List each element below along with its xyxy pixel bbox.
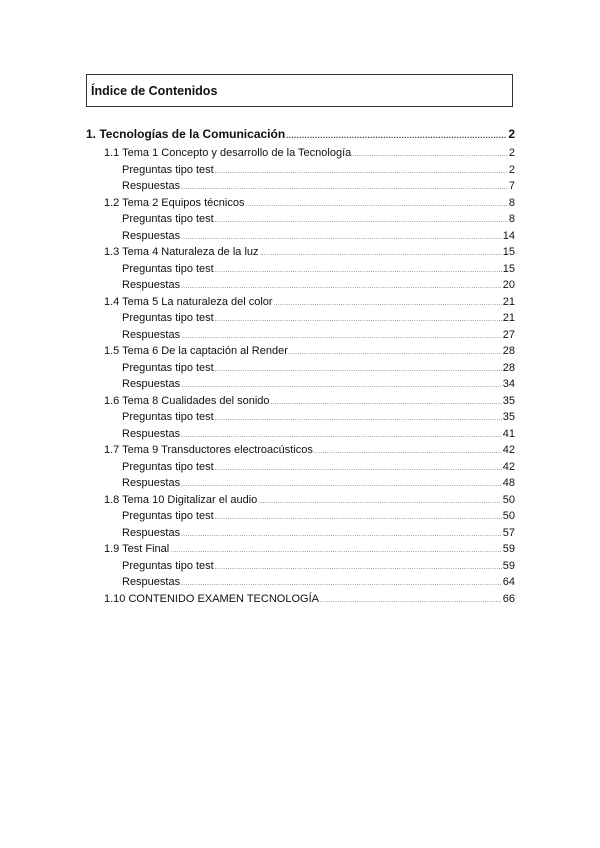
toc-entry-page-number: 35 [502, 411, 515, 423]
dot-leader [181, 334, 502, 340]
toc-title-box [86, 74, 513, 107]
toc-section-entry[interactable] [86, 543, 515, 560]
dot-leader [181, 581, 502, 587]
toc-entry-page-number: 7 [508, 180, 515, 192]
toc-section-entry[interactable] [86, 444, 515, 461]
toc-entry-label: Preguntas tipo test [122, 312, 214, 324]
toc-entry-page-number: 42 [502, 444, 515, 456]
dot-leader [181, 433, 502, 439]
toc-section-entry[interactable] [86, 246, 515, 263]
toc-entry-page-number: 57 [502, 526, 515, 539]
toc-section-entry[interactable] [86, 197, 515, 214]
toc-entry-page-number: 21 [502, 295, 515, 308]
toc-entry-label: 1.9 Test Final [104, 543, 170, 555]
dot-leader [215, 268, 502, 274]
toc-entry-label: 1.6 Tema 8 Cualidades del sonido [104, 394, 270, 407]
toc-subsection-entry[interactable] [86, 164, 515, 181]
toc-entry-label: 1. Tecnologías de la Comunicación [86, 127, 286, 141]
toc-subsection-entry[interactable] [86, 510, 515, 527]
toc-entry-page-number: 50 [502, 493, 515, 506]
toc-entry-label: Respuestas [122, 229, 181, 242]
toc-entry-label: Preguntas tipo test [122, 262, 214, 275]
table-of-contents [86, 127, 515, 609]
toc-section-entry[interactable] [86, 345, 515, 362]
page-title: Índice de Contenidos [91, 83, 218, 98]
dot-leader [215, 317, 502, 323]
toc-entry-label: Preguntas tipo test [122, 510, 214, 522]
dot-leader [181, 284, 502, 290]
dot-leader [181, 235, 502, 241]
toc-entry-page-number: 59 [502, 559, 515, 572]
toc-entry-label: 1.7 Tema 9 Transductores electroacústicos [104, 444, 313, 456]
toc-subsection-entry[interactable] [86, 263, 515, 280]
toc-subsection-entry[interactable] [86, 180, 515, 197]
toc-entry-label: 1.2 Tema 2 Equipos técnicos [104, 196, 245, 209]
toc-entry-label: Respuestas [122, 576, 181, 588]
toc-entry-label: Respuestas [122, 378, 181, 390]
toc-entry-label: 1.5 Tema 6 De la captación al Render [104, 345, 288, 357]
toc-entry-page-number: 59 [502, 543, 515, 555]
toc-subsection-entry[interactable] [86, 576, 515, 593]
toc-subsection-entry[interactable] [86, 527, 515, 544]
dot-leader [215, 515, 502, 521]
toc-subsection-entry[interactable] [86, 411, 515, 428]
dot-leader [258, 499, 501, 505]
toc-section-entry[interactable] [86, 147, 515, 164]
dot-leader [289, 350, 502, 356]
toc-entry-page-number: 48 [502, 477, 515, 489]
toc-subsection-entry[interactable] [86, 461, 515, 478]
toc-entry-label: Preguntas tipo test [122, 213, 214, 225]
toc-entry-page-number: 50 [502, 510, 515, 522]
dot-leader [314, 449, 502, 455]
dot-leader [271, 400, 502, 406]
toc-subsection-entry[interactable] [86, 362, 515, 379]
toc-entry-page-number: 35 [502, 394, 515, 407]
dot-leader [181, 482, 502, 488]
toc-entry-label: Respuestas [122, 477, 181, 489]
toc-section-entry[interactable] [86, 395, 515, 412]
toc-entry-page-number: 41 [502, 427, 515, 440]
toc-subsection-entry[interactable] [86, 279, 515, 296]
toc-section-entry[interactable] [86, 593, 515, 610]
toc-entry-page-number: 28 [502, 361, 515, 374]
toc-entry-label: Respuestas [122, 279, 181, 291]
toc-entry-page-number: 15 [502, 262, 515, 275]
toc-entry-page-number: 2 [508, 163, 515, 176]
toc-entry-label: Respuestas [122, 180, 181, 192]
toc-entry-label: Preguntas tipo test [122, 460, 214, 473]
toc-entry-page-number: 15 [502, 246, 515, 258]
dot-leader [215, 218, 508, 224]
toc-subsection-entry[interactable] [86, 560, 515, 577]
dot-leader [215, 565, 502, 571]
toc-subsection-entry[interactable] [86, 477, 515, 494]
toc-entry-label: Preguntas tipo test [122, 559, 214, 572]
toc-entry-label: 1.10 CONTENIDO EXAMEN TECNOLOGÍA [104, 592, 319, 605]
toc-entry-label: Preguntas tipo test [122, 361, 214, 374]
toc-entry-label: Respuestas [122, 328, 181, 341]
dot-leader [215, 169, 508, 175]
toc-entry-page-number: 66 [502, 592, 515, 605]
toc-entry-page-number: 27 [502, 328, 515, 341]
toc-subsection-entry[interactable] [86, 428, 515, 445]
toc-entry-page-number: 34 [502, 378, 515, 390]
dot-leader [274, 301, 502, 307]
dot-leader [352, 152, 508, 158]
dot-leader [245, 202, 507, 208]
toc-entry-page-number: 2 [508, 147, 515, 159]
toc-entry-label: Respuestas [122, 526, 181, 539]
toc-entry-label: Respuestas [122, 427, 181, 440]
toc-entry-page-number: 21 [502, 312, 515, 324]
toc-subsection-entry[interactable] [86, 378, 515, 395]
toc-entry-label: Preguntas tipo test [122, 163, 214, 176]
toc-subsection-entry[interactable] [86, 312, 515, 329]
dot-leader [286, 131, 507, 140]
dot-leader [181, 185, 508, 191]
dot-leader [181, 383, 502, 389]
toc-entry-label: 1.1 Tema 1 Concepto y desarrollo de la Tecnología [104, 147, 352, 159]
toc-entry-page-number: 28 [502, 345, 515, 357]
toc-entry-page-number: 64 [502, 576, 515, 588]
dot-leader [215, 466, 502, 472]
toc-entry-page-number: 8 [508, 196, 515, 209]
toc-section-entry[interactable] [86, 296, 515, 313]
toc-entry-page-number: 8 [508, 213, 515, 225]
toc-entry-label: 1.4 Tema 5 La naturaleza del color [104, 295, 273, 308]
toc-entry-page-number: 42 [502, 460, 515, 473]
dot-leader [181, 532, 502, 538]
toc-subsection-entry[interactable] [86, 329, 515, 346]
toc-entry-page-number: 14 [502, 229, 515, 242]
dot-leader [320, 598, 502, 604]
toc-subsection-entry[interactable] [86, 213, 515, 230]
toc-entry-label: Preguntas tipo test [122, 411, 214, 423]
dot-leader [215, 416, 502, 422]
toc-subsection-entry[interactable] [86, 230, 515, 247]
dot-leader [260, 251, 502, 257]
toc-section-entry[interactable] [86, 494, 515, 511]
dot-leader [215, 367, 502, 373]
toc-entry-label: 1.3 Tema 4 Naturaleza de la luz [104, 246, 259, 258]
toc-entry-label: 1.8 Tema 10 Digitalizar el audio [104, 493, 258, 506]
dot-leader [170, 548, 502, 554]
toc-chapter-entry[interactable] [86, 127, 515, 147]
toc-entry-page-number: 2 [508, 127, 515, 141]
toc-entry-page-number: 20 [502, 279, 515, 291]
